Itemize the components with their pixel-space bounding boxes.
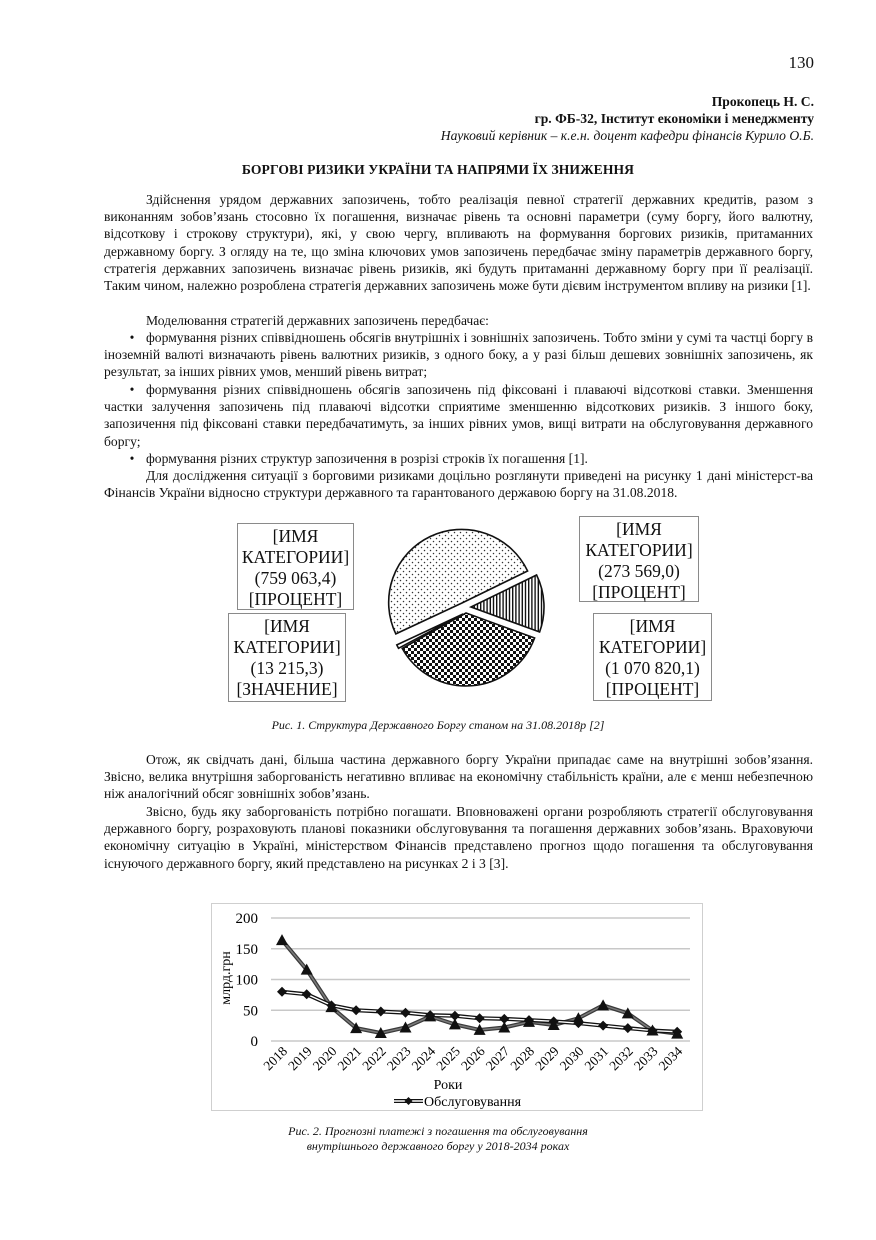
pie-data-label-1: [ИМЯ КАТЕГОРИИ] (759 063,4) [ПРОЦЕНТ] (237, 523, 354, 610)
legend-label: Обслуговування (424, 1095, 522, 1110)
diamond-marker-icon (405, 1097, 413, 1105)
pie-chart (380, 525, 550, 695)
paragraph-5: Звісно, будь яку заборгованість потрібно погашати. Вповноважені органи розробляють стратегії обслуговування державного боргу, розраховують планові показники обслуговування та погашення державних зобов’язань. Враховуючи економічну ситуацію в Україні, міністерством Фінансів представлено прогноз щодо погашення та обслуговування існуючого державного боргу, який представлено на рисунках 2 і 3 [3]. (104, 804, 813, 871)
paper-title: БОРГОВІ РИЗИКИ УКРАЇНИ ТА НАПРЯМИ ЇХ ЗНИЖЕННЯ (241, 162, 635, 177)
x-tick-label: 2020 (309, 1043, 340, 1074)
diamond-marker-icon (623, 1023, 633, 1033)
y-axis-label: млрд.грн (219, 951, 234, 1005)
figure-2-caption-line-2: внутрішнього державного боргу у 2018-2034 роках (306, 1139, 570, 1153)
y-tick-label: 0 (250, 1034, 258, 1050)
x-tick-label: 2030 (556, 1043, 587, 1074)
bullet-icon: • (129, 382, 135, 397)
y-tick-label: 200 (235, 911, 258, 927)
scientific-advisor: Науковий керівник – к.е.н. доцент кафедри фінансів Курило О.Б. (440, 128, 814, 143)
bullet-item-1: • формування різних співвідношень обсягів внутрішніх і зовнішніх запозичень. Тобто зміни у сумі та частці боргу в іноземній валюті визначають рівень валютних ризиків, з одного боку, а у разі більш дешевих зовнішніх запозичень, як результат, за інших рівних умов, менший рівень витрат; (104, 330, 813, 380)
triangle-marker-icon (276, 934, 288, 945)
diamond-marker-icon (277, 987, 287, 997)
diamond-marker-icon (475, 1013, 485, 1023)
diamond-marker-icon (401, 1008, 411, 1018)
x-tick-label: 2025 (433, 1043, 464, 1074)
author-group: гр. ФБ-32, Інститут економіки і менеджменту (534, 111, 814, 126)
x-tick-label: 2027 (482, 1043, 513, 1074)
bullet-item-2: • формування різних співвідношень обсягів запозичень під фіксовані і плаваючі відсоткові ставки. Зменшення частки залучення запозичень під плаваючі відсотки сприятиме зменшенню відсоткових ризиків. З іншого боку, запозичення під фіксовані ставки передбачатимуть, за інших рівних умов, вищі витрати на обслуговування державного боргу; (104, 382, 813, 449)
y-tick-label: 150 (235, 941, 258, 958)
x-tick-label: 2024 (408, 1043, 439, 1074)
paragraph-4: Отож, як свідчать дані, більша частина державного боргу України припадає саме на внутрішні зобов’язання. Звісно, велика внутрішня заборгованість негативно впливає на економічну стабільність країни, але є менш небезпечною ніж аналогічний обсяг зовнішніх зобов’язань. (104, 752, 813, 802)
chart-series (276, 934, 683, 1038)
pie-slice-checkered (402, 613, 534, 686)
x-tick-label: 2032 (606, 1043, 636, 1074)
x-axis-label: Роки (433, 1078, 463, 1093)
x-tick-label: 2023 (383, 1043, 414, 1074)
diamond-marker-icon (376, 1006, 386, 1016)
chart-legend (394, 1095, 522, 1110)
paragraph-1: Здійснення урядом державних запозичень, тобто реалізація певної стратегії державних кредитів, разом з виконанням зобов’язань стосовно їх погашення, визначає рівень та основні параметри (суму боргу, його валютну, відсоткову і строкову структури), які, у свою чергу, впливають на формування боргових ризиків, притаманних державному боргу. З огляду на те, що зміна ключових умов запозичень передбачає зміну параметрів державного боргу, стратегія державних запозичень визначає рівень ризиків, які будуть притаманні державному боргу при її реалізації. Таким чином, належно розроблена стратегія державних запозичень може бути дієвим інструментом впливу на ризики [1]. (104, 192, 813, 294)
bullet-icon: • (129, 451, 135, 466)
author-name: Прокопець Н. С. (711, 94, 814, 109)
x-tick-label: 2029 (532, 1043, 562, 1074)
x-tick-label: 2022 (359, 1043, 389, 1074)
diamond-marker-icon (499, 1014, 509, 1024)
diamond-marker-icon (598, 1021, 608, 1031)
diamond-marker-icon (351, 1005, 361, 1015)
figure-2-caption-line-1: Рис. 2. Прогнозні платежі з погашення та обслуговування (288, 1124, 588, 1138)
y-tick-label: 50 (243, 1003, 258, 1020)
paragraph-2: Моделювання стратегій державних запозичень передбачає: (146, 313, 489, 328)
x-tick-label: 2026 (458, 1043, 488, 1074)
bullet-icon: • (129, 330, 135, 345)
x-tick-label: 2028 (507, 1043, 538, 1074)
page-number: 130 (788, 53, 814, 72)
line-chart (211, 903, 703, 1111)
x-tick-label: 2034 (655, 1043, 686, 1074)
x-axis-ticks (260, 1043, 685, 1073)
figure-1-caption: Рис. 1. Структура Державного Боргу станом на 31.08.2018р [2] (271, 718, 605, 732)
x-tick-label: 2021 (334, 1043, 365, 1074)
x-tick-label: 2019 (285, 1043, 315, 1074)
pie-data-label-4: [ИМЯ КАТЕГОРИИ] (1 070 820,1) [ПРОЦЕНТ] (593, 613, 712, 701)
y-axis-ticks (236, 911, 259, 1050)
x-tick-label: 2033 (630, 1043, 661, 1074)
paragraph-3: Для дослідження ситуації з борговими ризиками доцільно розглянути приведені на рисунку 1 дані міністерст-ва Фінансів України відносно структури державного та гарантованого державою боргу на 31.08.2018. (104, 468, 813, 501)
chart-gridlines (271, 918, 690, 1041)
bullet-item-3: • формування різних структур запозичення в розрізі строків їх погашення [1]. (104, 450, 813, 467)
x-tick-label: 2018 (260, 1043, 291, 1074)
pie-data-label-2: [ИМЯ КАТЕГОРИИ] (13 215,3) [ЗНАЧЕНИЕ] (228, 613, 346, 702)
y-tick-label: 100 (235, 972, 258, 989)
diamond-marker-icon (450, 1011, 460, 1021)
pie-data-label-3: [ИМЯ КАТЕГОРИИ] (273 569,0) [ПРОЦЕНТ] (579, 516, 699, 602)
x-tick-label: 2031 (581, 1043, 612, 1074)
